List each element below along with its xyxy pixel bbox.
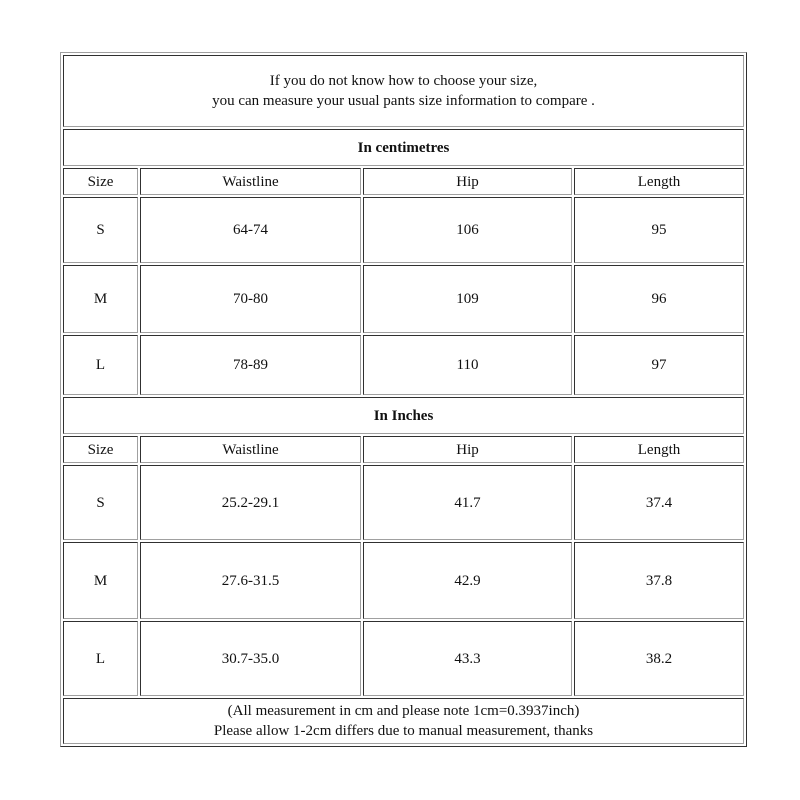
column-header-waistline: Waistline	[140, 168, 361, 195]
header-row-cm	[63, 168, 744, 195]
cell-hip: 41.7	[363, 465, 572, 540]
table-row	[63, 265, 744, 333]
cell-waistline: 78-89	[140, 335, 361, 395]
size-chart-table	[60, 52, 747, 747]
cell-waistline: 27.6-31.5	[140, 542, 361, 619]
cell-size: L	[63, 621, 138, 696]
cell-length: 38.2	[574, 621, 744, 696]
footer-line-2: Please allow 1-2cm differs due to manual measurement, thanks	[213, 723, 594, 739]
section-title-row-inches	[63, 397, 744, 434]
intro-line-1: If you do not know how to choose your size,	[269, 73, 538, 89]
cell-waistline: 30.7-35.0	[140, 621, 361, 696]
section-title-cm: In centimetres	[63, 129, 744, 166]
footer-row	[63, 698, 744, 744]
column-header-length: Length	[574, 436, 744, 463]
cell-waistline: 70-80	[140, 265, 361, 333]
intro-row	[63, 55, 744, 127]
cell-length: 95	[574, 197, 744, 263]
cell-size: M	[63, 265, 138, 333]
cell-hip: 110	[363, 335, 572, 395]
table-row	[63, 335, 744, 395]
cell-length: 97	[574, 335, 744, 395]
cell-size: L	[63, 335, 138, 395]
table-row	[63, 621, 744, 696]
section-title-row-cm	[63, 129, 744, 166]
column-header-size: Size	[63, 436, 138, 463]
cell-hip: 43.3	[363, 621, 572, 696]
intro-line-2: you can measure your usual pants size information to compare .	[212, 93, 595, 109]
cell-waistline: 64-74	[140, 197, 361, 263]
table-row	[63, 542, 744, 619]
footer-line-1: (All measurement in cm and please note 1cm=0.3937inch)	[227, 703, 580, 719]
cell-length: 37.8	[574, 542, 744, 619]
column-header-waistline: Waistline	[140, 436, 361, 463]
footer-note	[63, 698, 744, 744]
section-title-inches: In Inches	[63, 397, 744, 434]
intro-text	[63, 55, 744, 127]
cell-length: 37.4	[574, 465, 744, 540]
column-header-hip: Hip	[363, 168, 572, 195]
column-header-size: Size	[63, 168, 138, 195]
column-header-length: Length	[574, 168, 744, 195]
cell-hip: 42.9	[363, 542, 572, 619]
cell-size: S	[63, 465, 138, 540]
cell-size: M	[63, 542, 138, 619]
column-header-hip: Hip	[363, 436, 572, 463]
cell-length: 96	[574, 265, 744, 333]
cell-hip: 106	[363, 197, 572, 263]
header-row-inches	[63, 436, 744, 463]
cell-waistline: 25.2-29.1	[140, 465, 361, 540]
table-row	[63, 197, 744, 263]
cell-size: S	[63, 197, 138, 263]
table-row	[63, 465, 744, 540]
cell-hip: 109	[363, 265, 572, 333]
